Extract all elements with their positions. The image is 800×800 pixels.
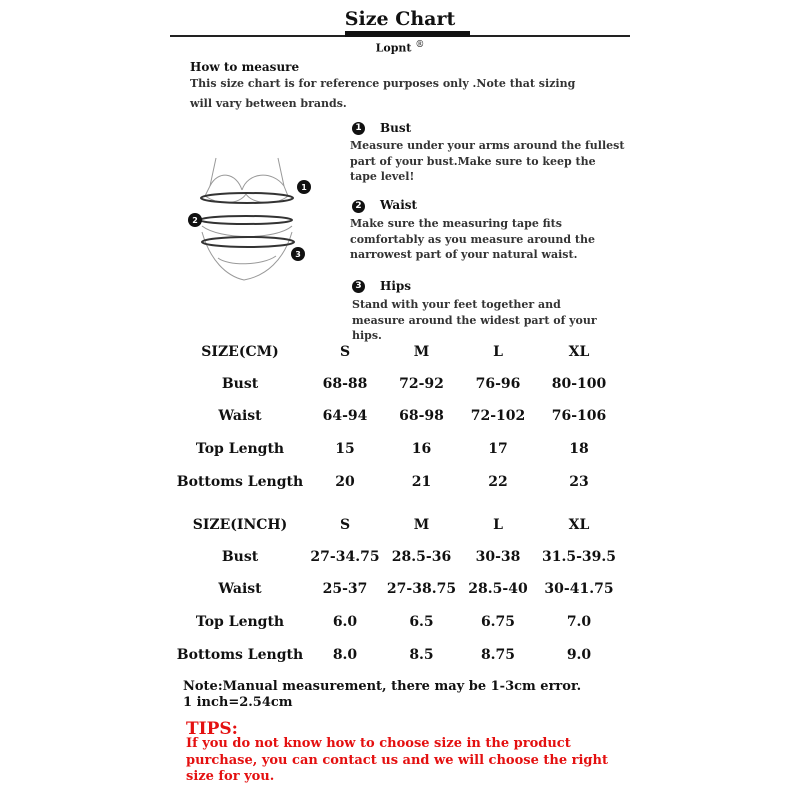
table-cell: 7.0: [566, 613, 592, 630]
table-cell: 8.5: [409, 646, 434, 663]
table-header-cell: L: [493, 343, 503, 360]
waist-measure-line: [200, 216, 292, 224]
brand-name: Lopnt: [375, 41, 412, 55]
bust-measure-line: [201, 193, 293, 203]
table-header-cell: XL: [568, 516, 590, 533]
table-cell: 23: [569, 473, 589, 490]
table-row: [175, 541, 620, 573]
bust-number-badge: 1: [352, 122, 365, 135]
table-row: [175, 465, 620, 498]
bust-marker-number: 1: [301, 183, 307, 192]
registered-mark: ®: [415, 40, 425, 50]
table-cell: 76-96: [475, 376, 521, 392]
table-header-cell: L: [493, 516, 503, 533]
table-cell: 20: [335, 473, 355, 490]
how-to-measure-intro: This size chart is for reference purposes only .Note that sizing will vary between brands.: [190, 77, 576, 110]
table-cell: 28.5-36: [391, 549, 452, 565]
table-cell: 31.5-39.5: [541, 549, 616, 565]
table-cell: 22: [488, 473, 508, 490]
body-measurement-illustration: [180, 148, 320, 296]
table-header-cell: SIZE(CM): [201, 343, 279, 360]
table-cell: 8.0: [332, 646, 358, 663]
size-table-inch: [175, 508, 620, 671]
table-cell: 8.75: [480, 646, 516, 663]
row-label: Waist: [218, 408, 262, 424]
title-divider-accent: [345, 31, 470, 37]
note-conversion-line: 1 inch=2.54cm: [183, 695, 293, 710]
table-header-row: [175, 335, 620, 368]
measurement-note: [183, 679, 581, 711]
how-to-measure-heading: How to measure: [190, 60, 300, 74]
hips-step-title: Hips: [380, 279, 412, 293]
table-cell: 72-102: [470, 408, 526, 424]
table-row: [175, 638, 620, 671]
table-cell: 27-34.75: [310, 549, 380, 565]
table-cell: 80-100: [551, 376, 607, 392]
row-label: Bottoms Length: [176, 646, 304, 663]
row-label: Top Length: [195, 613, 285, 630]
waist-step-description: Make sure the measuring tape fits comfortably as you measure around the narrowest part of your natural waist.: [350, 217, 595, 261]
table-cell: 16: [411, 440, 432, 457]
table-cell: 6.5: [409, 613, 434, 630]
table-cell: 28.5-40: [468, 581, 528, 597]
table-cell: 15: [335, 440, 355, 457]
row-label: Bust: [221, 549, 259, 565]
hip-measure-line: [202, 237, 294, 247]
tips-heading: TIPS:: [186, 719, 238, 739]
table-cell: 6.0: [332, 613, 358, 630]
table-cell: 21: [411, 473, 432, 490]
table-header-cell: SIZE(INCH): [192, 516, 288, 533]
table-cell: 27-38.75: [386, 581, 457, 597]
hips-number-badge: 3: [352, 280, 365, 293]
table-cell: 18: [569, 440, 589, 457]
table-header-cell: M: [413, 343, 430, 360]
note-error-line: Note:Manual measurement, there may be 1-3cm error.: [183, 679, 582, 694]
table-cell: 30-38: [475, 549, 521, 565]
table-cell: 17: [488, 440, 508, 457]
brand-label: [0, 40, 800, 55]
table-header-cell: S: [339, 343, 351, 360]
table-header-cell: M: [413, 516, 430, 533]
waist-step-title: Waist: [380, 198, 418, 212]
row-label: Bust: [221, 376, 259, 392]
row-label: Waist: [218, 581, 262, 597]
table-cell: 76-106: [551, 408, 607, 424]
table-row: [175, 432, 620, 465]
table-cell: 64-94: [322, 408, 368, 424]
table-cell: 25-37: [322, 581, 368, 597]
waist-marker-number: 2: [192, 216, 198, 225]
table-row: [175, 400, 620, 432]
bust-step-title: Bust: [380, 121, 412, 135]
waist-number-badge: 2: [352, 200, 365, 213]
table-cell: 30-41.75: [544, 581, 614, 597]
bust-step-description: Measure under your arms around the fullest part of your bust.Make sure to keep the tape level!: [350, 139, 625, 183]
row-label: Top Length: [195, 440, 285, 457]
hip-marker-number: 3: [295, 250, 301, 259]
table-header-row: [175, 508, 620, 541]
page-title: Size Chart: [344, 8, 456, 30]
size-table-cm: [175, 335, 620, 498]
tips-text: If you do not know how to choose size in the product purchase, you can contact us and we will choose the right size for you.: [186, 736, 608, 784]
table-row: [175, 573, 620, 605]
table-cell: 6.75: [480, 613, 516, 630]
table-cell: 9.0: [566, 646, 592, 663]
table-header-cell: S: [339, 516, 351, 533]
hips-step-description: Stand with your feet together and measure around the widest part of your hips.: [352, 298, 597, 342]
table-cell: 68-98: [399, 408, 444, 424]
row-label: Bottoms Length: [176, 473, 304, 490]
table-row: [175, 368, 620, 400]
table-header-cell: XL: [568, 343, 590, 360]
table-cell: 68-88: [322, 376, 368, 392]
table-cell: 72-92: [399, 376, 444, 392]
table-row: [175, 605, 620, 638]
